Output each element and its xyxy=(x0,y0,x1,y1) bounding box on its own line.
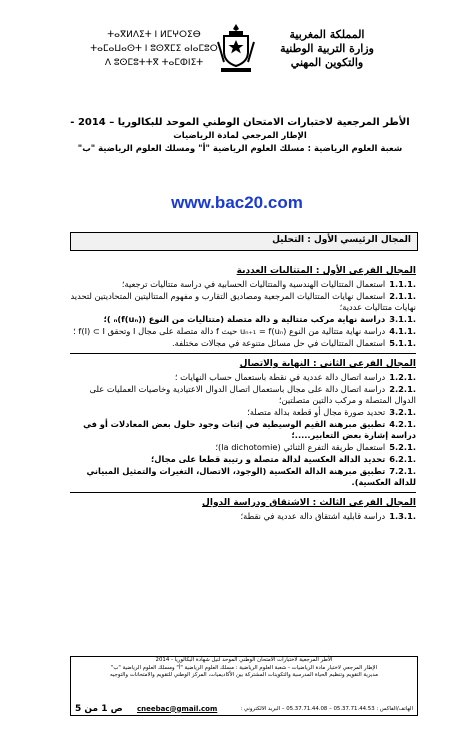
website-watermark: www.bac20.com xyxy=(171,193,303,212)
tifinagh-line: ⵜⴰⴳⵍⴷⵉⵜ ⵏ ⵍⵎⵖⵔⵉⴱ xyxy=(107,30,201,40)
list-item: 7.2.1.تطبيق مبرهنة الدالة العكسية (الوجود، الاتصال، التغيرات والتمثيل المبياني للدالة العكسية). xyxy=(86,466,416,487)
page-number: ص 1 من 5 xyxy=(75,703,123,714)
list-item: 4.2.1.تطبيق مبرهنة القيم الوسيطية في إثبات وجود حلول بعض المعادلات أو في دراسة إشارة بعض التعابير.....؛ xyxy=(83,419,416,440)
ministry-line: المملكة المغربية xyxy=(289,28,365,41)
footer-line: الأطر المرجعية لاختبارات الامتحان الوطني الموحد لنيل شهادة البكالوريا - 2014 xyxy=(155,657,333,663)
footer-line: الإطار المرجعي لاختبار مادة الرياضيات - شعبة العلوم الرياضية : مسلك العلوم الرياضية "أ" ومسلك العلوم الرياضية "ب" xyxy=(110,664,378,671)
tifinagh-line: ⴷ ⵓⵙⵎⵓⵜⵜⴳ ⵜⴰⵎⵀⵏⵉⵜ xyxy=(104,58,204,68)
section-title: المجال الفرعي الأول : المتتاليات العددية xyxy=(236,266,416,276)
section-title: المجال الفرعي الثاني : النهاية والاتصال xyxy=(239,359,416,369)
list-item: 1.3.1.دراسة قابلية اشتقاق دالة عددية في نقطة؛ xyxy=(240,511,416,521)
page-footer xyxy=(70,656,418,716)
list-item: 1.2.1.دراسة اتصال دالة عددية في نقطة باستعمال حساب النهايات ؛ xyxy=(174,372,416,382)
section-title: المجال الفرعي الثالث : الاشتقاق ودراسة الدوال xyxy=(202,498,416,508)
document-title xyxy=(60,116,420,156)
list-item: 6.2.1.تحديد الدالة العكسية لدالة متصلة و رتيبة قطعا على مجال؛ xyxy=(150,454,416,464)
footer-line: مديرية التقويم وتنظيم الحياة المدرسية والتكوينات المشتركة بين الأكاديميات، المركز الوطني للتقويم والامتحانات والتوجيه xyxy=(109,672,379,678)
divider xyxy=(70,492,416,493)
title-line-1: الأطر المرجعية لاختبارات الامتحان الوطني الموحد للبكالوريا – 2014 - xyxy=(70,117,410,128)
contact-info: الهاتف/الفاكس : 05.37.71.44.53 – 05.37.71.44.08 – البريد الالكتروني : xyxy=(240,705,413,712)
title-line-2: الإطار المرجعي لمادة الرياضيات xyxy=(173,131,307,141)
list-item: 5.2.1.استعمال طريقة التفرع الثنائي (la dichotomie)؛ xyxy=(215,442,416,452)
ministry-name-arabic xyxy=(262,28,392,70)
list-item: 5.1.1.استعمال المتتاليات في حل مسائل متنوعة في مجالات مختلفة. xyxy=(171,338,416,348)
content-body xyxy=(70,266,416,523)
header xyxy=(0,22,474,88)
list-item: 4.1.1.دراسة نهاية متتالية من النوع uₙ₊₁ = f(uₙ) حيث f دالة متصلة على مجال I وتحقق f(I) ⊂ I ؛ xyxy=(73,326,416,336)
tifinagh-line: ⵜⴰⵎⴰⵡⴰⵙⵜ ⵏ ⵓⵙⴳⵎⵉ ⴰⵏⴰⵎⵓⵔ xyxy=(90,44,218,54)
divider xyxy=(70,353,416,354)
list-item: 3.2.1.تحديد صورة مجال أو قطعة بدالة متصلة؛ xyxy=(247,407,416,417)
tifinagh-ministry-name xyxy=(84,28,224,70)
main-field-box xyxy=(70,232,418,251)
list-item: 2.2.1.دراسة اتصال دالة على مجال باستعمال اتصال الدوال الاعتيادية وخاصيات العمليات على الدوال المتصلة و مركب دالتين متصلتين؛ xyxy=(89,384,416,405)
moroccan-coat-of-arms-icon xyxy=(215,22,257,78)
ministry-line: وزارة التربية الوطنية xyxy=(280,42,374,55)
title-line-3: شعبة العلوم الرياضية : مسلك العلوم الرياضية "أ" ومسلك العلوم الرياضية "ب" xyxy=(77,144,403,154)
list-item: 3.1.1.دراسة نهاية مركب متتالية و دالة متصلة (متتاليات من النوع (f(uₙ))ₙ )؛ xyxy=(103,314,416,324)
footer-bottom-row xyxy=(75,703,413,713)
main-field-title: المجال الرئيسي الأول : التحليل xyxy=(272,235,411,245)
list-item: 1.1.1.استعمال المتتاليات الهندسية والمتتاليات الحسابية في دراسة متتاليات ترجعية؛ xyxy=(121,279,416,289)
list-item: 2.1.1.استعمال نهايات المتتاليات المرجعية ومصاديق التقارب و مفهوم المتتاليتين المتحاديتين لتحديد نهايات متتاليات عددية؛ xyxy=(70,291,416,312)
ministry-line: والتكوين المهني xyxy=(290,56,364,69)
email-link[interactable]: cneebac@gmail.com xyxy=(137,704,218,713)
